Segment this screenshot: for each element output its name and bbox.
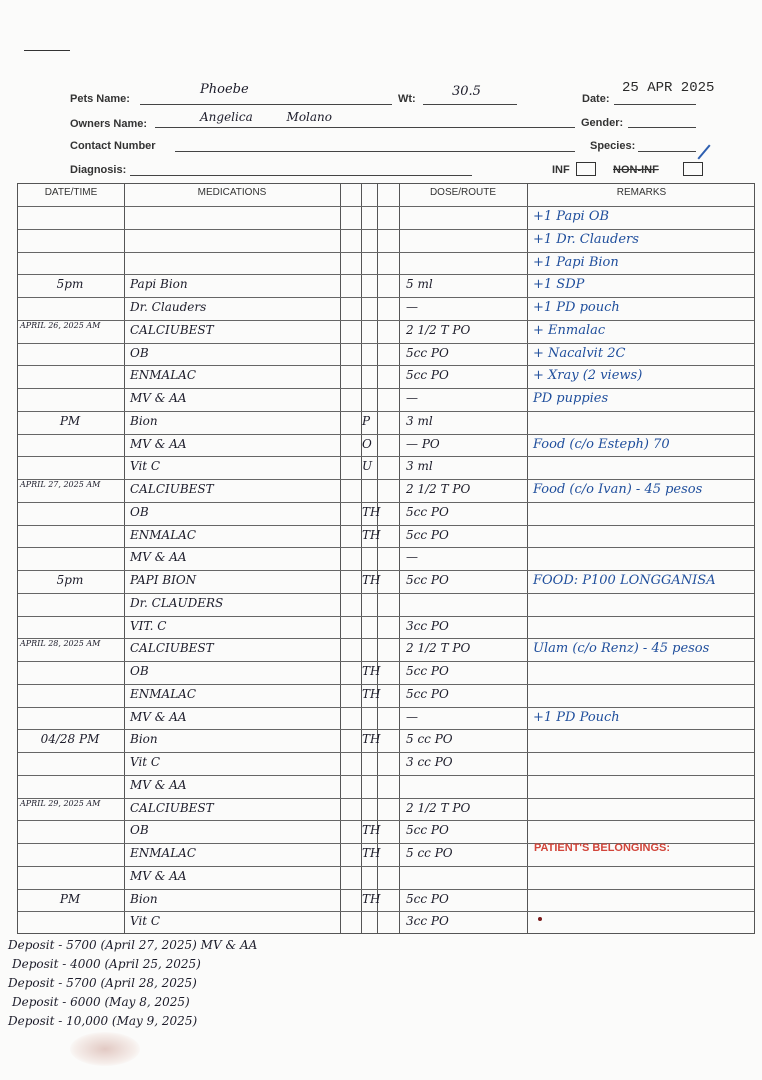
- row-divider: [18, 911, 754, 912]
- row-medication: Vit C: [130, 459, 161, 474]
- row-mark: TH: [362, 846, 381, 860]
- row-dose: —: [406, 709, 418, 724]
- row-remark: + Nacalvit 2C: [533, 345, 626, 361]
- row-dose: 5 ml: [406, 277, 433, 292]
- row-dose: 3 cc PO: [406, 755, 453, 769]
- row-dose: 5cc PO: [406, 891, 449, 906]
- stray-line: [24, 50, 70, 51]
- row-remark: +1 SDP: [533, 277, 585, 293]
- row-divider: [18, 502, 754, 503]
- row-dose: 5 cc PO: [406, 732, 453, 747]
- row-date: PM: [59, 891, 81, 906]
- row-mark: TH: [362, 527, 381, 542]
- row-remark: +1 Papi OB: [533, 209, 610, 224]
- col-header-remarks: REMARKS: [616, 187, 667, 198]
- row-date: PM: [59, 413, 81, 428]
- col-header-dose: DOSE/ROUTE: [429, 187, 497, 198]
- diagnosis-line: [130, 175, 472, 176]
- row-divider: [18, 820, 754, 821]
- row-dose: —: [406, 391, 418, 405]
- row-medication: Papi Bion: [130, 277, 188, 292]
- species-label: Species:: [590, 140, 636, 152]
- row-dose: 5cc PO: [406, 527, 449, 542]
- row-divider: [18, 775, 754, 776]
- date-line: [614, 104, 696, 105]
- row-date: APRIL 27, 2025 AM: [20, 480, 101, 489]
- row-medication: MV & AA: [130, 868, 187, 883]
- row-divider: [18, 547, 754, 548]
- row-remark: Food (c/o Ivan) - 45 pesos: [533, 482, 703, 497]
- row-divider: [18, 593, 754, 594]
- row-medication: OB: [130, 504, 149, 519]
- row-medication: ENMALAC: [130, 368, 197, 383]
- row-medication: Vit C: [130, 914, 161, 929]
- deposit-line: Deposit - 4000 (April 25, 2025): [12, 957, 201, 971]
- row-mark: U: [362, 459, 373, 474]
- wt-line: [423, 104, 517, 105]
- row-mark: TH: [362, 686, 381, 701]
- row-divider: [18, 274, 754, 275]
- date-stamp: 25 APR 2025: [622, 80, 715, 96]
- row-medication: ENMALAC: [130, 527, 197, 542]
- row-medication: OB: [130, 664, 149, 678]
- row-medication: Dr. Clauders: [130, 300, 207, 314]
- row-mark: O: [362, 436, 372, 451]
- pets-name-label: Pets Name:: [70, 93, 130, 105]
- row-remark: Ulam (c/o Renz) - 45 pesos: [533, 641, 710, 657]
- noninf-checkbox: [683, 162, 703, 176]
- row-date: APRIL 29, 2025 AM: [20, 798, 101, 808]
- owners-name-label: Owners Name:: [70, 118, 148, 130]
- row-medication: CALCIUBEST: [130, 641, 214, 656]
- gender-label: Gender:: [581, 117, 624, 129]
- row-divider: [18, 525, 754, 526]
- contact-line: [175, 151, 575, 152]
- row-divider: [18, 252, 754, 253]
- row-divider: [18, 456, 754, 457]
- row-dose: 2 1/2 T PO: [406, 800, 471, 815]
- row-mark: TH: [362, 823, 381, 838]
- row-dose: 5 cc PO: [406, 846, 453, 860]
- row-medication: OB: [130, 345, 149, 360]
- row-medication: MV & AA: [130, 391, 187, 405]
- row-mark: TH: [362, 891, 381, 906]
- row-divider: [18, 684, 754, 685]
- row-mark: TH: [362, 732, 381, 747]
- row-divider: [18, 229, 754, 230]
- row-remark: +1 PD pouch: [533, 300, 620, 315]
- treatment-table: [17, 183, 755, 934]
- row-date: APRIL 28, 2025 AM: [20, 639, 101, 649]
- pets-name-line: [140, 104, 392, 105]
- row-medication: ENMALAC: [130, 846, 197, 860]
- row-divider: [18, 411, 754, 412]
- row-mark: TH: [362, 504, 381, 519]
- row-medication: MV & AA: [130, 777, 187, 792]
- row-divider: [18, 729, 754, 730]
- row-remark: + Xray (2 views): [533, 368, 643, 384]
- row-dose: 2 1/2 T PO: [406, 641, 471, 656]
- row-mark: P: [362, 413, 371, 428]
- row-date: 04/28 PM: [40, 732, 100, 747]
- row-remark: +1 PD Pouch: [533, 709, 620, 725]
- row-medication: ENMALAC: [130, 686, 197, 701]
- noninf-check-mark: [697, 144, 710, 159]
- row-dose: 3cc PO: [406, 914, 449, 929]
- row-remark: PD puppies: [533, 391, 609, 406]
- row-remark: FOOD: P100 LONGGANISA: [533, 573, 716, 588]
- row-dose: —: [406, 550, 418, 565]
- row-remark: +1 Dr. Clauders: [533, 231, 639, 247]
- row-medication: CALCIUBEST: [130, 322, 214, 337]
- species-line: [638, 151, 696, 152]
- row-medication: Bion: [130, 891, 158, 906]
- row-medication: VIT. C: [130, 618, 167, 633]
- row-dose: 5cc PO: [406, 686, 449, 701]
- row-dose: 2 1/2 T PO: [406, 322, 471, 337]
- row-date: 5pm: [56, 277, 84, 292]
- row-divider: [18, 752, 754, 753]
- row-medication: MV & AA: [130, 709, 187, 724]
- row-dose: 3 ml: [406, 459, 433, 474]
- row-medication: CALCIUBEST: [130, 800, 214, 815]
- deposit-line: Deposit - 5700 (April 27, 2025) MV & AA: [8, 938, 258, 952]
- stain: [70, 1032, 140, 1066]
- row-divider: [18, 297, 754, 298]
- noninf-label: NON-INF: [613, 164, 659, 176]
- row-divider: [18, 866, 754, 867]
- gender-line: [628, 127, 696, 128]
- row-divider: [18, 343, 754, 344]
- deposit-line: Deposit - 5700 (April 28, 2025): [8, 976, 197, 990]
- row-divider: [18, 638, 754, 639]
- row-dose: 3cc PO: [406, 618, 449, 633]
- row-divider: [18, 365, 754, 366]
- row-dose: 5cc PO: [406, 664, 449, 678]
- date-label: Date:: [582, 93, 610, 105]
- deposit-line: Deposit - 10,000 (May 9, 2025): [8, 1014, 198, 1028]
- row-divider: [18, 707, 754, 708]
- row-dose: 2 1/2 T PO: [406, 482, 471, 496]
- row-medication: PAPI BION: [130, 573, 197, 587]
- inf-checkbox: [576, 162, 596, 176]
- diagnosis-label: Diagnosis:: [70, 164, 127, 176]
- row-dose: 5cc PO: [406, 504, 449, 519]
- row-remark: + Enmalac: [533, 322, 606, 338]
- row-medication: MV & AA: [130, 550, 187, 565]
- owners-name-line: [155, 127, 575, 128]
- row-mark: TH: [362, 664, 381, 678]
- row-dose: 3 ml: [406, 413, 433, 428]
- row-divider: [18, 388, 754, 389]
- row-divider: [18, 570, 754, 571]
- contact-label: Contact Number: [70, 140, 156, 152]
- row-remark: Food (c/o Esteph) 70: [533, 436, 670, 452]
- row-dose: 5cc PO: [406, 345, 449, 360]
- row-divider: [18, 798, 754, 799]
- row-medication: OB: [130, 823, 149, 838]
- row-date: 5pm: [56, 573, 84, 587]
- row-dose: 5cc PO: [406, 368, 449, 383]
- pets-name-value: Phoebe: [200, 82, 249, 97]
- row-medication: Bion: [130, 413, 158, 428]
- deposit-line: Deposit - 6000 (May 8, 2025): [12, 995, 190, 1009]
- wt-value: 30.5: [452, 84, 481, 99]
- col-header-medications: MEDICATIONS: [197, 187, 267, 198]
- row-date: APRIL 26, 2025 AM: [20, 320, 101, 330]
- row-medication: Dr. CLAUDERS: [130, 595, 224, 610]
- ink-dot: [538, 917, 542, 921]
- row-divider: [18, 889, 754, 890]
- row-dose: 5cc PO: [406, 823, 449, 838]
- row-dose: 5cc PO: [406, 573, 449, 587]
- row-divider: [18, 320, 754, 321]
- row-dose: — PO: [406, 436, 440, 451]
- row-divider: [18, 206, 754, 207]
- row-divider: [18, 479, 754, 480]
- row-dose: —: [406, 300, 418, 314]
- row-medication: Bion: [130, 732, 158, 747]
- row-remark: +1 Papi Bion: [533, 254, 619, 270]
- col-header-date: DATE/TIME: [44, 187, 98, 198]
- row-divider: [18, 616, 754, 617]
- owners-name-value: Angelica Molano: [200, 110, 332, 124]
- row-divider: [18, 434, 754, 435]
- row-medication: CALCIUBEST: [130, 482, 214, 496]
- patients-belongings-label: PATIENT'S BELONGINGS:: [534, 842, 671, 854]
- wt-label: Wt:: [398, 93, 416, 105]
- inf-label: INF: [552, 164, 570, 176]
- row-mark: TH: [362, 573, 381, 587]
- row-medication: Vit C: [130, 755, 161, 769]
- row-medication: MV & AA: [130, 436, 187, 451]
- row-divider: [18, 661, 754, 662]
